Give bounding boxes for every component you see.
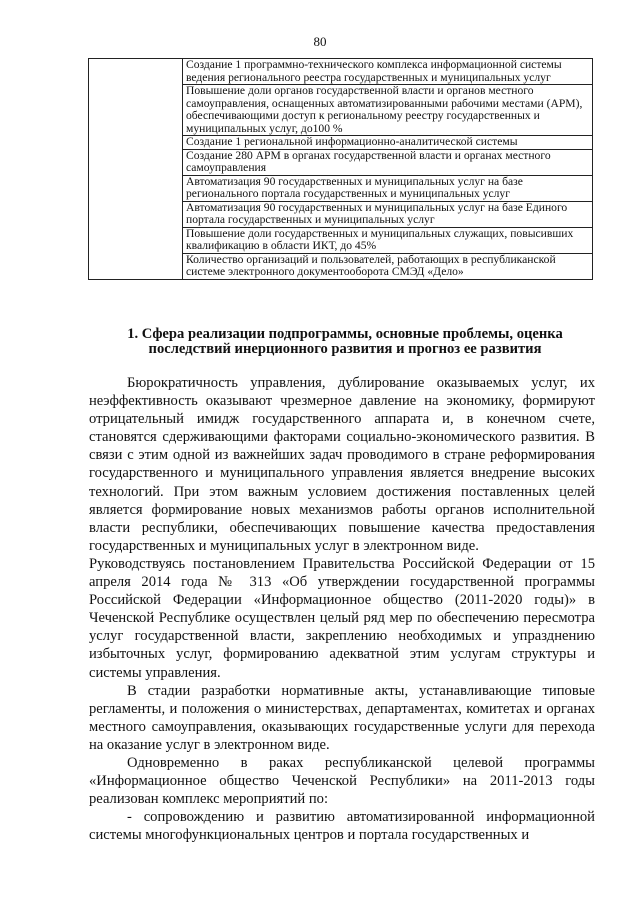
paragraph: Одновременно в раках республиканской целевой программы «Информационное общество Чеченской Республики» на 2011-2013 годы реализован комплекс мероприятий по:	[89, 754, 595, 808]
body-text	[89, 374, 595, 844]
table-cell: Автоматизация 90 государственных и муниципальных услуг на базе регионального портала государственных и муниципальных услуг	[183, 175, 593, 201]
table-row	[89, 59, 593, 85]
table-cell: Количество организаций и пользователей, работающих в республиканской системе электронного документооборота СМЭД «Дело»	[183, 253, 593, 279]
list-item: - сопровождению и развитию автоматизированной информационной системы многофункциональных центров и портала государственных и	[89, 809, 595, 844]
table-cell: Повышение доли органов государственной власти и органов местного самоуправления, оснащенных автоматизированными рабочими местами (АРМ), обеспечивающими доступ к региональному реестру государственных и муниципальных услуг, до100 %	[183, 85, 593, 136]
section-heading: 1. Сфера реализации подпрограммы, основные проблемы, оценка последствий инерционного развития и прогноз ее развития	[127, 326, 563, 357]
page-number: 80	[313, 34, 327, 49]
target-indicators-table	[88, 58, 593, 280]
paragraph: В стадии разработки нормативные акты, устанавливающие типовые регламенты, и положения о министерствах, департаментах, комитетах и органах местного самоуправления, оказывающих государственные услуги для перехода на оказание услуг в электронном виде.	[89, 682, 595, 753]
table-cell: Создание 1 региональной информационно-аналитической системы	[183, 136, 593, 150]
table-cell: Автоматизация 90 государственных и муниципальных услуг на базе Единого портала государственных и муниципальных услуг	[183, 201, 593, 227]
table-empty-cell	[89, 59, 183, 280]
table-cell: Повышение доли государственных и муниципальных служащих, повысивших квалификацию в области ИКТ, до 45%	[183, 227, 593, 253]
paragraph: Бюрократичность управления, дублирование оказываемых услуг, их неэффективность оказывают чрезмерное давление на экономику, формируют отрицательный имидж государственного аппарата и, в конечном счете, становятся сдерживающими факторами социально-экономического развития. В связи с этим одной из важнейших задач проводимого в стране реформирования государственного и муниципального управления является внедрение высоких технологий. При этом важным условием достижения поставленных целей является формирование новых механизмов работы органов исполнительной власти республики, обеспечивающих повышение качества предоставления государственных и муниципальных услуг в электронном виде.	[89, 375, 595, 554]
table-cell: Создание 280 АРМ в органах государственной власти и органах местного самоуправления	[183, 149, 593, 175]
table-cell: Создание 1 программно-технического комплекса информационной системы ведения регионального реестра государственных и муниципальных услуг	[183, 59, 593, 85]
paragraph: Руководствуясь постановлением Правительства Российской Федерации от 15 апреля 2014 года № 313 «Об утверждении государственной программы Российской Федерации «Информационное общество (2011-2020 годы)» в Чеченской Республике осуществлен целый ряд мер по обеспечению пересмотра услуг государственной власти, закреплению необходимых и упразднению избыточных услуг, формированию адекватной этим услугам структуры и системы управления.	[89, 555, 595, 681]
